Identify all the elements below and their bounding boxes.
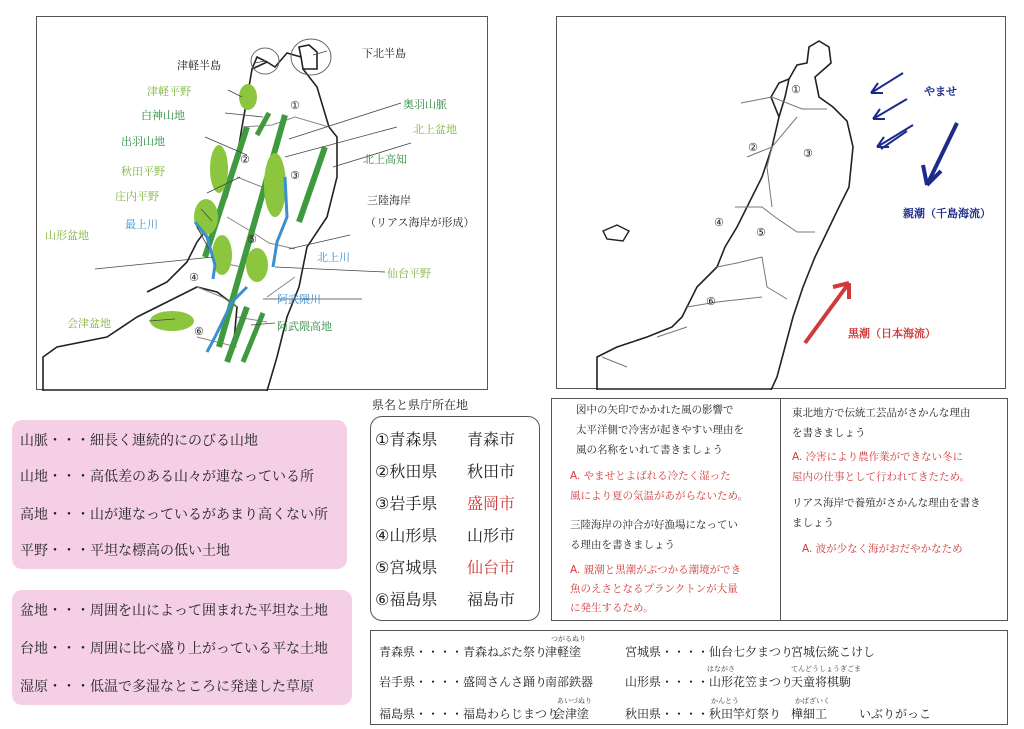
craft-r2-b: 南部鉄器	[545, 675, 594, 689]
yamase-arrows	[871, 73, 913, 149]
craft-r3-c-ruby: かんとう	[711, 697, 739, 705]
ou-mountains	[219, 115, 285, 347]
qa-right-a2-line1: A. 波が少なく海がおだやかなため	[802, 543, 963, 555]
pref-row-miyagi	[375, 555, 516, 578]
map-number-3: ③	[290, 169, 300, 182]
kitakami-highland	[299, 147, 325, 222]
label-ou-mountains: 奥羽山脈	[403, 98, 447, 111]
right-number-1: ①	[791, 83, 801, 96]
pref-name: ③岩手県	[375, 494, 438, 513]
small-island	[603, 225, 629, 241]
label-rias-note: （リアス海岸が形成）	[365, 216, 475, 229]
definition-mountains: 山地・・・高低差のある山々が連なっている所	[20, 469, 314, 485]
label-kitakami-basin: 北上盆地	[413, 123, 457, 136]
right-number-2: ②	[748, 141, 758, 154]
qa-left-q2-line2: る理由を書きましょう	[570, 539, 675, 551]
label-shirakami-mountains: 白神山地	[141, 109, 185, 122]
qa-right-q1-line1: 東北地方で伝統工芸品がさかんな理由	[792, 407, 971, 419]
definitions-box-2	[12, 590, 352, 705]
pref-capital: 秋田市	[467, 462, 516, 481]
label-aizu-basin: 会津盆地	[67, 317, 111, 330]
pref-capital: 盛岡市	[467, 494, 516, 513]
pref-row-yamagata	[375, 523, 516, 546]
pref-name: ⑤宮城県	[375, 558, 438, 577]
label-tsugaru-plain: 津軽平野	[147, 85, 191, 98]
right-number-3: ③	[803, 147, 813, 160]
pref-capital: 山形市	[467, 526, 516, 545]
right-map-panel	[556, 16, 1006, 389]
craft-r1-d: 宮城伝統こけし	[791, 645, 876, 659]
crafts-panel	[370, 630, 1008, 725]
tohoku-climate-map	[557, 17, 1007, 390]
craft-r2-d-ruby: てんどうしょうぎごま	[791, 665, 861, 673]
right-number-4: ④	[714, 216, 724, 229]
qa-panel	[551, 398, 1008, 621]
abukuma-highland-2	[243, 313, 263, 362]
label-sanriku-coast: 三陸海岸	[367, 194, 411, 207]
craft-r1-c: 宮城県・・・・仙台七夕まつり	[625, 645, 794, 659]
definition-plain: 平野・・・平坦な標高の低い土地	[20, 543, 230, 559]
map-number-5: ⑤	[247, 233, 257, 246]
label-mogami-river: 最上川	[125, 218, 158, 231]
definition-highland: 高地・・・山が連なっているがあまり高くない所	[20, 507, 328, 523]
pref-capital: 仙台市	[467, 558, 516, 577]
craft-r2-c-ruby: はながさ	[707, 665, 735, 673]
label-akita-plain: 秋田平野	[121, 165, 165, 178]
qa-left-a1-line1: A. やませとよばれる冷たく湿った	[570, 470, 731, 482]
definition-marsh: 湿原・・・低温で多湿なところに発達した草原	[20, 679, 314, 695]
craft-r3-d: 樺細工	[791, 707, 828, 721]
craft-r3-e: いぶりがっこ	[859, 707, 932, 721]
label-shonai-plain: 庄内平野	[115, 190, 159, 203]
qa-right-q2-line2: ましょう	[792, 517, 834, 529]
right-number-6: ⑥	[706, 295, 716, 308]
qa-left-a2-line3: に発生するため。	[570, 602, 654, 614]
qa-left-q1-line1: 図中の矢印でかかれた風の影響で	[576, 404, 734, 416]
craft-r1-b-ruby: つがるぬり	[551, 635, 586, 643]
pref-capital: 福島市	[467, 590, 516, 609]
craft-r3-c: 秋田県・・・・秋田竿灯祭り	[625, 707, 782, 721]
shonai-plain	[194, 199, 218, 235]
kuroshio-arrow	[805, 283, 849, 343]
pref-name: ④山形県	[375, 526, 438, 545]
pref-row-akita	[375, 459, 516, 482]
map-number-6: ⑥	[194, 325, 204, 338]
label-tsugaru-peninsula: 津軽半島	[177, 59, 221, 72]
qa-left-a2-line2: 魚のえさとなるプランクトンが大量	[570, 583, 738, 595]
right-number-5: ⑤	[756, 226, 766, 239]
qa-right-q1-line2: を書きましょう	[792, 427, 866, 439]
qa-right-a1-line2: 屋内の仕事として行われてきたため。	[792, 471, 971, 483]
prefecture-heading: 県名と県庁所在地	[372, 398, 469, 412]
craft-r1-a: 青森県・・・・青森ねぶた祭り	[379, 645, 548, 659]
craft-r2-d: 天童将棋駒	[791, 675, 852, 689]
pref-name: ①青森県	[375, 430, 438, 449]
aizu-basin	[150, 311, 194, 331]
tohoku-outline-right	[597, 41, 853, 390]
label-yamagata-basin: 山形盆地	[45, 229, 89, 242]
label-abukuma-river: 阿武隈川	[277, 293, 321, 306]
definitions-box-1	[12, 420, 347, 569]
prefecture-list	[370, 416, 540, 621]
craft-r3-d-ruby: かばざいく	[795, 697, 830, 705]
label-kitakami-highland: 北上高知	[363, 153, 407, 166]
label-kitakami-river: 北上川	[317, 251, 350, 264]
qa-left-q1-line3: 風の名称をいれて書きましょう	[576, 444, 723, 456]
definition-mountain-range: 山脈・・・細長く連続的にのびる山地	[20, 433, 258, 449]
craft-r3-b-ruby: あいづぬり	[557, 697, 592, 705]
pref-borders-right	[602, 97, 827, 367]
yamase-label: やませ	[924, 85, 957, 98]
oyashio-label: 親潮（千島海流）	[903, 207, 991, 220]
qa-right-q2-line1: リアス海岸で養殖がさかんな理由を書き	[792, 497, 981, 509]
map-number-4: ④	[189, 271, 199, 284]
craft-r2-c: 山形県・・・・山形花笠まつり	[625, 675, 794, 689]
qa-right-a1-line1: A. 冷害により農作業ができない冬に	[792, 451, 964, 463]
oyashio-arrow	[923, 123, 957, 185]
pref-capital: 青森市	[467, 430, 516, 449]
qa-left-a2-line1: A. 親潮と黒潮がぶつかる潮境ができ	[570, 564, 742, 576]
pref-row-fukushima	[375, 587, 516, 610]
akita-plain	[210, 145, 228, 193]
definition-plateau: 台地・・・周囲に比べ盛り上がっている平な土地	[20, 641, 328, 657]
qa-left-q2-line1: 三陸海岸の沖合が好漁場になってい	[570, 519, 738, 531]
label-dewa-mountains: 出羽山地	[121, 135, 165, 148]
sendai-plain	[246, 248, 268, 282]
label-shimokita-peninsula: 下北半島	[362, 47, 406, 60]
label-abukuma-highland: 阿武隈高地	[277, 320, 332, 333]
tohoku-geography-map	[37, 17, 489, 391]
qa-divider	[780, 399, 781, 620]
qa-left-a1-line2: 風により夏の気温があがらないため。	[570, 490, 749, 502]
definition-basin: 盆地・・・周囲を山によって囲まれた平坦な土地	[20, 603, 328, 619]
craft-r2-a: 岩手県・・・・盛岡さんさ踊り	[379, 675, 548, 689]
craft-r3-b: 会津塗	[553, 707, 590, 721]
map-number-1: ①	[290, 99, 300, 112]
left-map-panel	[36, 16, 488, 390]
map-number-2: ②	[240, 153, 250, 166]
kuroshio-label: 黒潮（日本海流）	[848, 327, 936, 340]
pref-row-iwate	[375, 491, 516, 514]
pref-row-aomori	[375, 427, 516, 450]
kitakami-basin	[264, 153, 286, 217]
qa-left-q1-line2: 太平洋側で冷害が起きやすい理由を	[576, 424, 744, 436]
label-sendai-plain: 仙台平野	[387, 267, 431, 280]
pref-name: ②秋田県	[375, 462, 438, 481]
pref-name: ⑥福島県	[375, 590, 438, 609]
craft-r3-a: 福島県・・・・福島わらじまつり	[379, 707, 560, 721]
craft-r1-b: 津軽塗	[545, 645, 582, 659]
